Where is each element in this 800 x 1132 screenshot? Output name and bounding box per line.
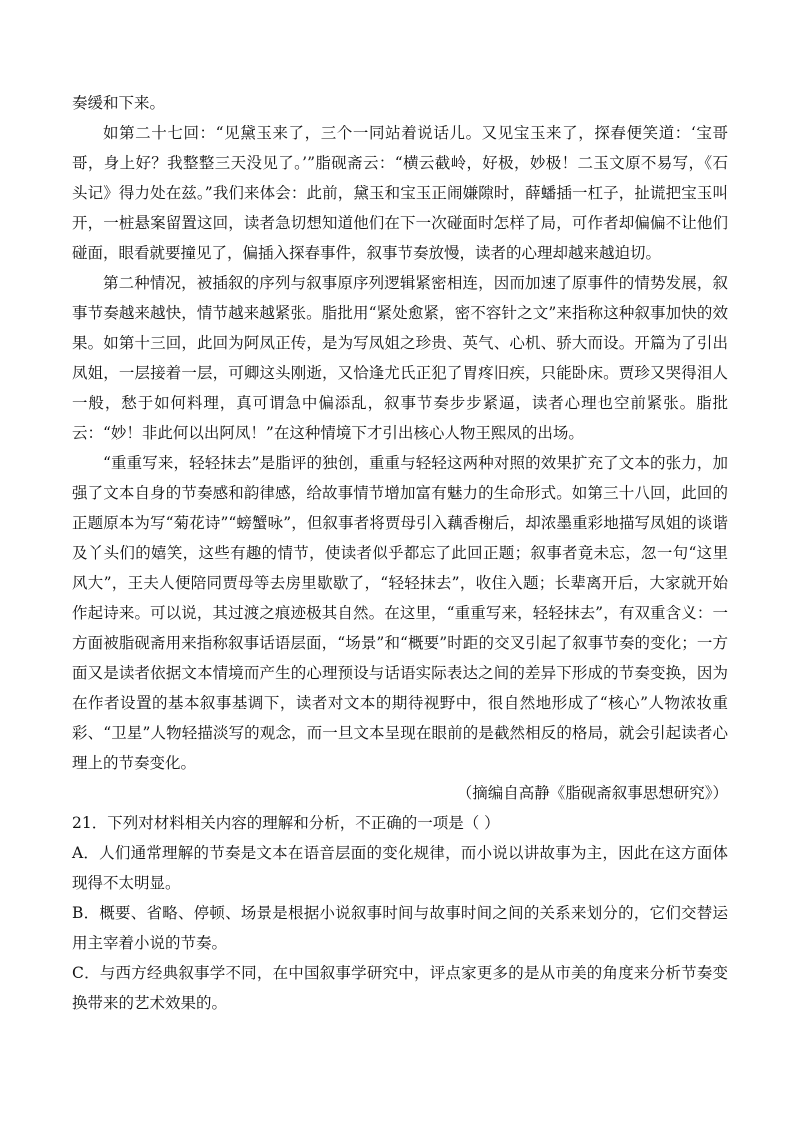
- question-option-a: A．人们通常理解的节奏是文本在语音层面的变化规律，而小说以讲故事为主，因此在这方面体现得不太明显。: [72, 844, 728, 892]
- document-page: [72, 88, 728, 1018]
- passage-paragraph-heavy-light: “重重写来，轻轻抹去”是脂评的独创，重重与轻轻这两种对照的效果扩充了文本的张力，加强了文本自身的节奏感和韵律感，给故事情节增加富有魅力的生命形式。如第三十八回，此回的正题原本为写“菊花诗”“螃蟹咏”，但叙事者将贾母引入藕香榭后，却浓墨重彩地描写凤姐的谈谐及丫头们的嬉笑，这些有趣的情节，使读者似乎都忘了此回正题；叙事者竟未忘，忽一句“这里风大”，王夫人便陪同贾母等去房里歇歇了，“轻轻抹去”，收住入题；长辈离开后，大家就开始作起诗来。可以说，其过渡之痕迹极其自然。在这里，“重重写来，轻轻抹去”，有双重含义：一方面被脂砚斋用来指称叙事话语层面，“场景”和“概要”时距的交叉引起了叙事节奏的变化；一方面又是读者依据文本情境而产生的心理预设与话语实际表达之间的差异下形成的节奏变换，因为在作者设置的基本叙事基调下，读者对文本的期待视野中，很自然地形成了“核心”人物浓妆重彩、“卫星”人物轻描淡写的观念，而一旦文本呈现在眼前的是截然相反的格局，就会引起读者心理上的节奏变化。: [72, 454, 728, 772]
- question-stem: 21．下列对材料相关内容的理解和分析，不正确的一项是（ ）: [72, 814, 500, 832]
- passage-source: （摘编自高静《脂砚斋叙事思想研究》）: [456, 784, 728, 802]
- passage-paragraph-continued: 奏缓和下来。: [72, 94, 166, 112]
- passage-paragraph-chapter-27: 如第二十七回：“见黛玉来了，三个一同站着说话儿。又见宝玉来了，探春便笑道：‘宝哥哥，身上好？我整整三天没见了。’”脂砚斋云：“横云截岭，好极，妙极！二玉文原不易写，《石头记》得力处在兹。”我们来体会：此前，黛玉和宝玉正闹嫌隙时，薛蟠插一杠子，扯谎把宝玉叫开，一桩悬案留置这回，读者急切想知道他们在下一次碰面时怎样了局，可作者却偏偏不让他们碰面，眼看就要撞见了，偏插入探春事件，叙事节奏放慢，读者的心理却越来越迫切。: [72, 124, 728, 262]
- question-option-b: B．概要、省略、停顿、场景是根据小说叙事时间与故事时间之间的关系来划分的，它们交替运用主宰着小说的节奏。: [72, 904, 728, 952]
- passage-paragraph-second-case: 第二种情况，被插叙的序列与叙事原序列逻辑紧密相连，因而加速了原事件的情势发展，叙事节奏越来越快，情节越来越紧张。脂批用“紧处愈紧，密不容针之文”来指称这种叙事加快的效果。如第十三回，此回为阿凤正传，是为写凤姐之珍贵、英气、心机、骄大而设。开篇为了引出凤姐，一层接着一层，可卿这头刚逝，又恰逢尤氏正犯了胃疼旧疾，只能卧床。贾珍又哭得泪人一般，愁于如何料理，真可谓急中偏添乱，叙事节奏步步紧逼，读者心理也空前紧张。脂批云：“妙！非此何以出阿凤！”在这种情境下才引出核心人物王熙凤的出场。: [72, 274, 728, 442]
- question-option-c: C．与西方经典叙事学不同，在中国叙事学研究中，评点家更多的是从市美的角度来分析节奏变换带来的艺术效果的。: [72, 964, 728, 1012]
